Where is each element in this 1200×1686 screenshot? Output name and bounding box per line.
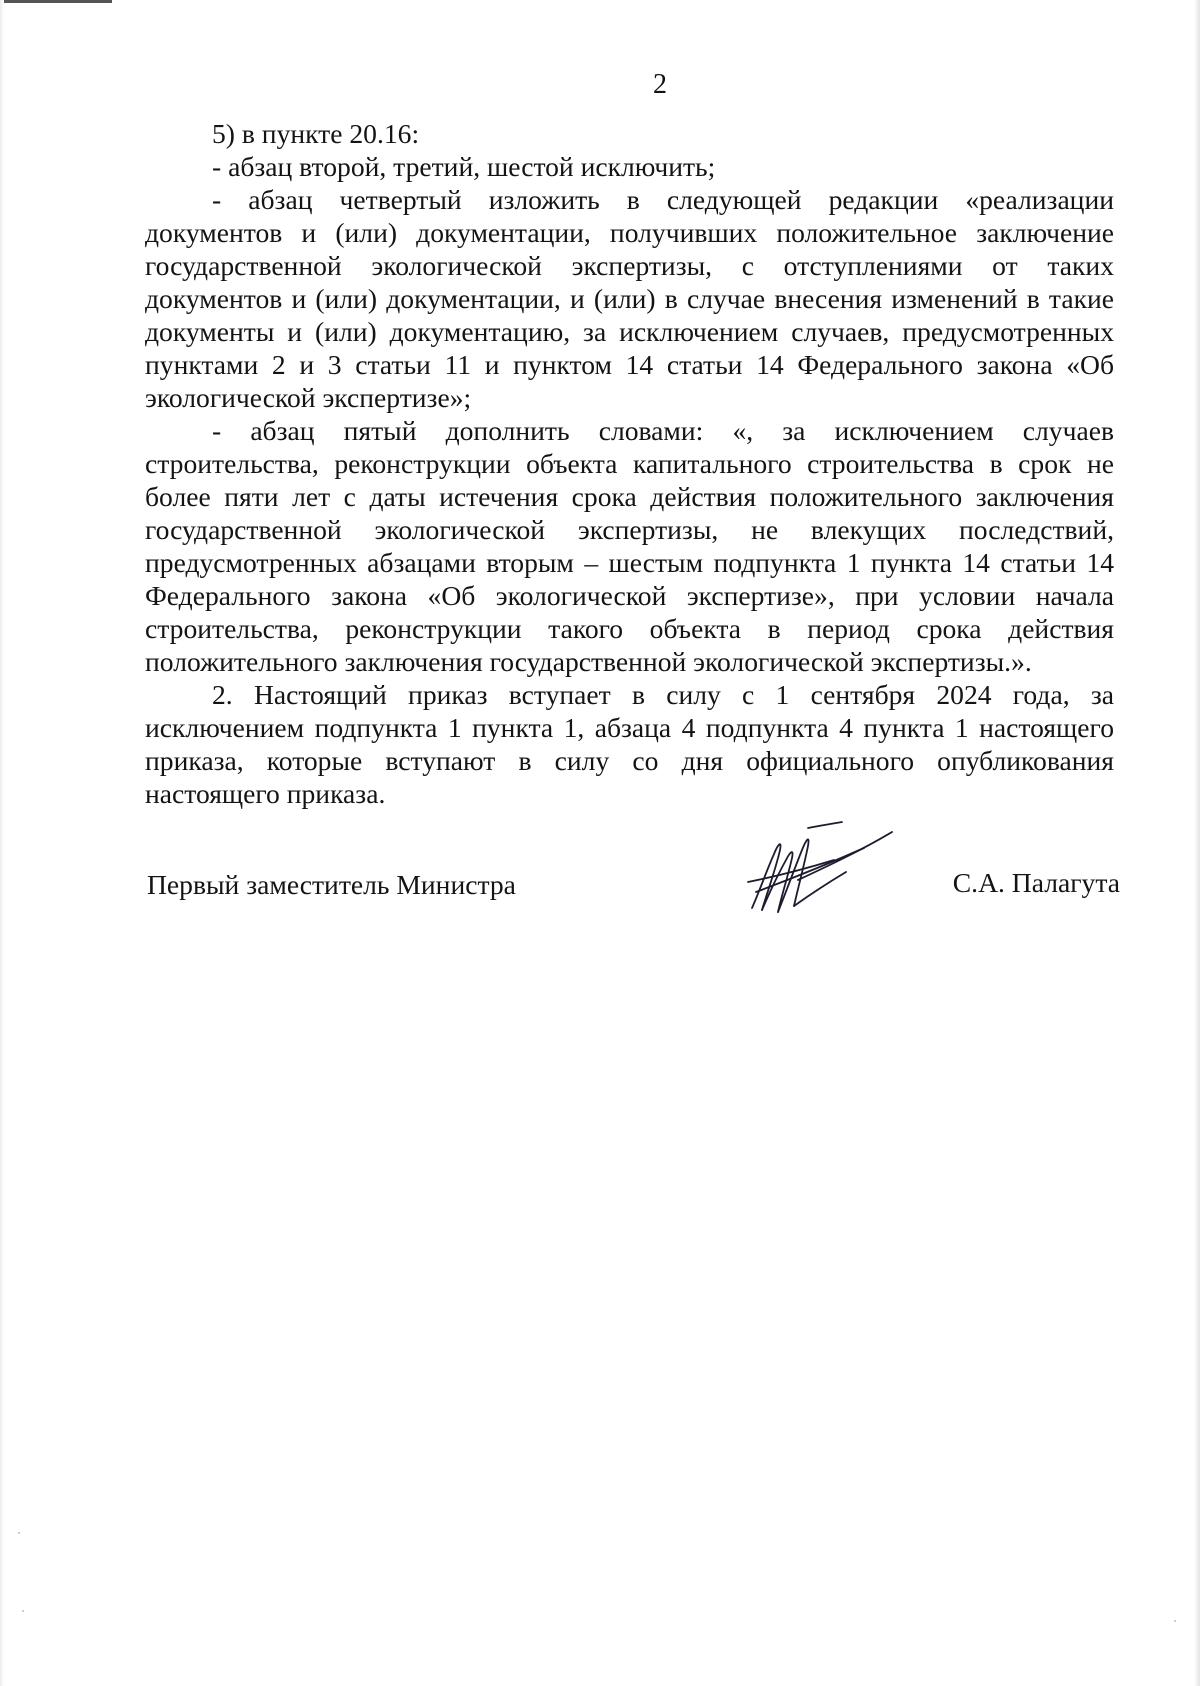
scan-speck	[22, 1610, 24, 1612]
paragraph-delete-clauses: - абзац второй, третий, шестой исключить;	[212, 151, 716, 182]
scan-edge-right	[1194, 0, 1200, 1686]
paragraph-effective-date: 2. Настоящий приказ вступает в силу с 1 сентября 2024 года, за исключением подпункта 1 пункта 1, абзаца 4 подпункта 4 пункта 1 настоящего приказа, которые вступают в силу со дня официального опубликования настоящего приказа.	[145, 679, 1114, 809]
paragraph-fourth-clause: - абзац четвертый изложить в следующей редакции «реализации документов и (или) документации, получивших положительное заключение государственной экологической экспертизы, с отступлениями от таких документов и (или) документации, и (или) в случае внесения изменений в такие документы и (или) документацию, за исключением случаев, предусмотренных пунктами 2 и 3 статьи 11 и пунктом 14 статьи 14 Федерального закона «Об экологической экспертизе»;	[145, 184, 1114, 413]
signatory-position: Первый заместитель Министра	[147, 869, 516, 900]
scan-speck	[1174, 1620, 1176, 1622]
page-number: 2	[653, 69, 667, 100]
scan-edge-top	[0, 0, 112, 3]
scan-edge-left	[0, 0, 4, 1686]
handwritten-signature-icon	[738, 820, 898, 920]
paragraph-fifth-clause: - абзац пятый дополнить словами: «, за исключением случаев строительства, реконструкции объекта капитального строительства в срок не более пяти лет с даты истечения срока действия положительного заключения государственной экологической экспертизы, не влекущих последствий, предусмотренных абзацами вторым – шестым подпункта 1 пункта 14 статьи 14 Федерального закона «Об экологической экспертизе», при условии начала строительства, реконструкции такого объекта в период срока действия положительного заключения государственной экологической экспертизы.».	[145, 415, 1114, 677]
document-body	[145, 117, 1114, 810]
scan-speck	[18, 1532, 20, 1534]
signatory-name: С.А. Палагута	[952, 867, 1120, 898]
paragraph-item-5-header: 5) в пункте 20.16:	[212, 118, 420, 149]
